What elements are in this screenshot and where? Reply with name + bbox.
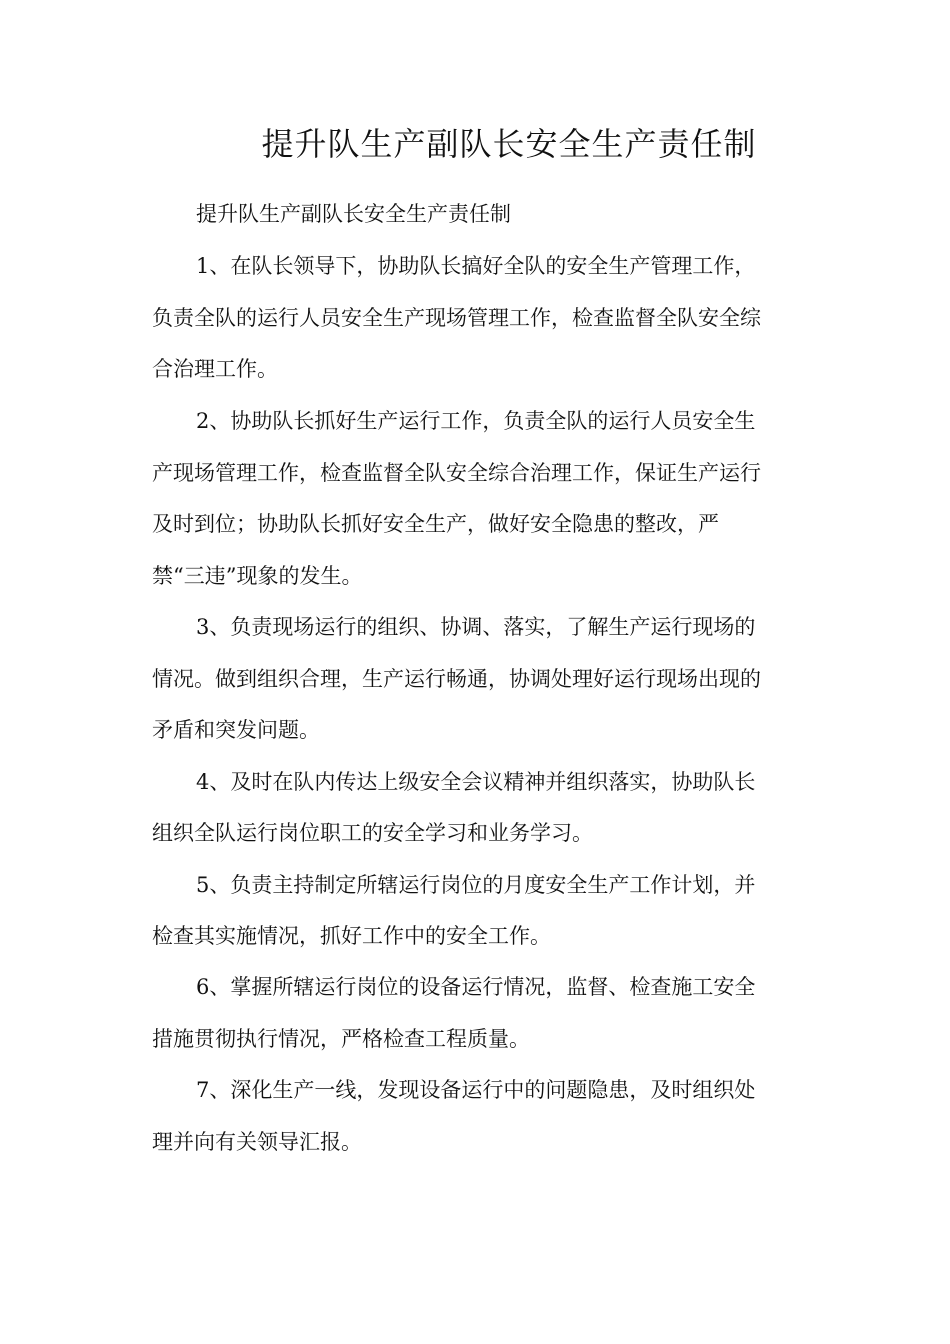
paragraph-1-line-2: 负责全队的运行人员安全生产现场管理工作，检查监督全队安全综 [152,306,761,330]
paragraph-2-line-2: 产现场管理工作，检查监督全队安全综合治理工作，保证生产运行 [152,461,761,485]
paragraph-7-line-1: 7、深化生产一线，发现设备运行中的问题隐患，及时组织处 [196,1078,756,1102]
paragraph-5-line-2: 检查其实施情况，抓好工作中的安全工作。 [152,924,551,948]
paragraph-6-line-2: 措施贯彻执行情况，严格检查工程质量。 [152,1027,530,1051]
paragraph-7-line-2: 理并向有关领导汇报。 [152,1130,362,1154]
paragraph-2-line-3: 及时到位；协助队长抓好安全生产，做好安全隐患的整改，严 [152,512,719,536]
paragraph-2-line-1: 2、协助队长抓好生产运行工作，负责全队的运行人员安全生 [196,409,756,433]
paragraph-4-line-2: 组织全队运行岗位职工的安全学习和业务学习。 [152,821,593,845]
document-subtitle: 提升队生产副队长安全生产责任制 [196,202,511,226]
paragraph-3-line-3: 矛盾和突发问题。 [152,718,320,742]
paragraph-3-line-2: 情况。做到组织合理，生产运行畅通，协调处理好运行现场出现的 [152,667,761,691]
paragraph-3-line-1: 3、负责现场运行的组织、协调、落实，了解生产运行现场的 [196,615,756,639]
paragraph-6-line-1: 6、掌握所辖运行岗位的设备运行情况，监督、检查施工安全 [196,975,756,999]
document-title: 提升队生产副队长安全生产责任制 [261,125,757,163]
paragraph-1-line-1: 1、在队长领导下，协助队长搞好全队的安全生产管理工作， [196,254,756,278]
paragraph-1-line-3: 合治理工作。 [152,357,278,381]
paragraph-4-line-1: 4、及时在队内传达上级安全会议精神并组织落实，协助队长 [196,770,756,794]
paragraph-5-line-1: 5、负责主持制定所辖运行岗位的月度安全生产工作计划，并 [196,873,756,897]
paragraph-2-line-4: 禁“三违”现象的发生。 [152,564,363,588]
